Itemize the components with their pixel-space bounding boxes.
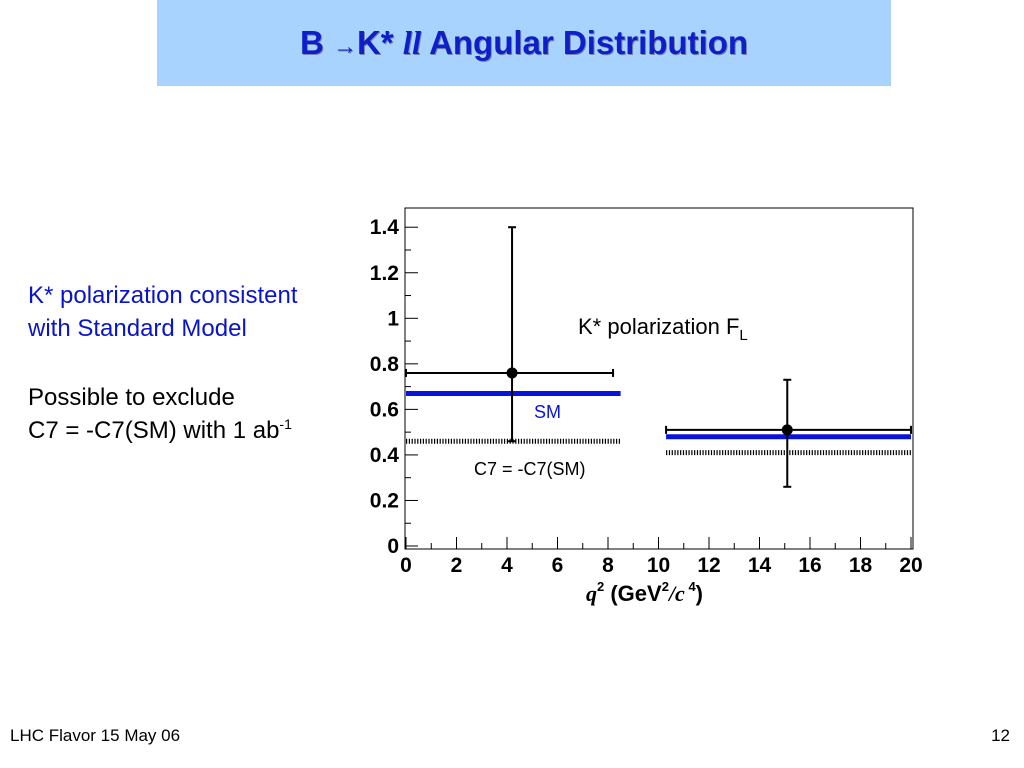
x-tick-label: 18 (848, 554, 873, 577)
x-tick-label: 10 (646, 554, 671, 577)
slide-title (300, 24, 748, 63)
chart-marks (406, 227, 911, 487)
x-tick-label: 14 (747, 554, 772, 577)
xlabel-sup2: 2 (661, 579, 669, 594)
title-ll: ll (402, 25, 422, 62)
x-tick-label: 6 (551, 554, 564, 577)
paragraph-exclude-line1: Possible to exclude (28, 384, 235, 411)
data-point (782, 424, 793, 435)
paragraph-exclude (28, 381, 292, 447)
title-suffix: Angular Distribution (421, 23, 749, 61)
title-bar (157, 0, 891, 86)
paragraph-exclude-line2 (28, 414, 292, 447)
y-tick-label: 0.2 (369, 489, 399, 513)
x-axis-label (586, 579, 703, 606)
x-tick-label: 20 (899, 554, 923, 577)
paragraph-exclude-sup: -1 (279, 416, 292, 432)
x-tick-label: 4 (501, 554, 513, 577)
xlabel-c: /c (668, 581, 685, 606)
x-tick-label: 8 (602, 554, 614, 577)
xlabel-mid: (GeV (604, 581, 662, 606)
x-tick-label: 2 (450, 554, 463, 577)
annotation-c7: C7 = -C7(SM) (474, 459, 586, 479)
x-tick-label: 12 (697, 554, 721, 577)
y-tick-label: 1.2 (369, 261, 399, 285)
data-point (507, 367, 518, 378)
plot-frame (405, 208, 913, 549)
axis-ticks (370, 216, 923, 577)
y-tick-label: 1 (387, 307, 399, 331)
title-arrow: → (332, 32, 357, 60)
annotation-sm: SM (534, 402, 561, 422)
y-tick-label: 1.4 (369, 216, 399, 240)
footer-page-number: 12 (991, 726, 1010, 745)
xlabel-q: q (586, 581, 597, 606)
x-tick-label: 0 (400, 554, 412, 577)
paragraph-exclude-line2-text: C7 = -C7(SM) with 1 ab (28, 417, 280, 444)
title-kstar: K* (356, 23, 403, 61)
y-tick-label: 0.8 (369, 352, 399, 376)
xlabel-sup1: 2 (597, 579, 605, 594)
y-tick-label: 0.6 (369, 398, 399, 422)
paragraph-consistent-line2: with Standard Model (28, 315, 247, 342)
paragraph-consistent (28, 279, 297, 345)
x-tick-label: 16 (798, 554, 822, 577)
y-tick-label: 0.4 (369, 443, 399, 467)
xlabel-sup3: 4 (684, 579, 696, 594)
footer-left: LHC Flavor 15 May 06 (10, 726, 181, 745)
y-tick-label: 0 (387, 535, 399, 558)
xlabel-end: ) (695, 581, 703, 606)
paragraph-consistent-line1: K* polarization consistent (28, 282, 298, 309)
title-prefix: B (299, 23, 333, 61)
chart-title (578, 314, 748, 344)
fl-chart (350, 200, 950, 620)
chart-title-sub: L (739, 327, 748, 344)
chart-title-text: K* polarization F (578, 314, 740, 339)
